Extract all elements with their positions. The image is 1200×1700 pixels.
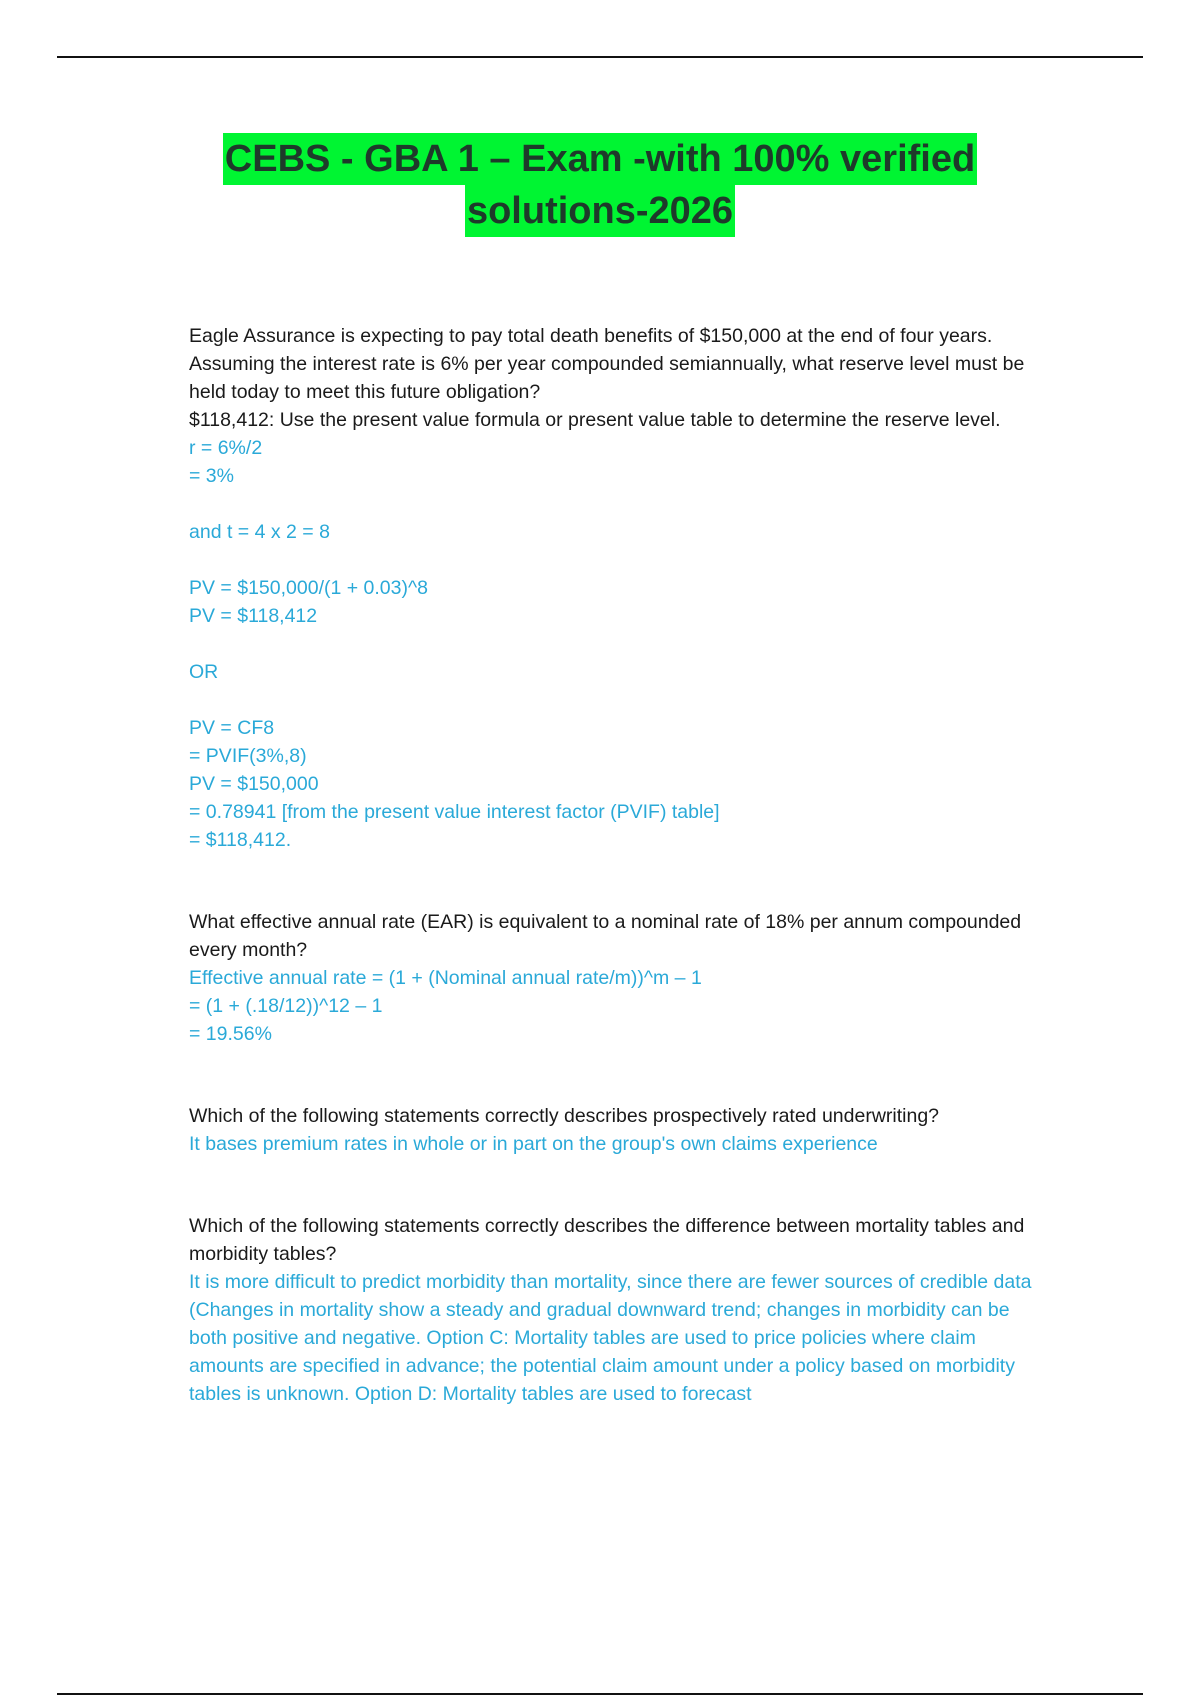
work-line: = 0.78941 [from the present value interest factor (PVIF) table]: [189, 801, 720, 823]
title-line-1: CEBS - GBA 1 – Exam -with 100% verified: [223, 133, 977, 185]
answer-3: It bases premium rates in whole or in part on the group's own claims experience: [189, 1133, 878, 1155]
work-line: = $118,412.: [189, 829, 292, 851]
question-1: Eagle Assurance is expecting to pay total death benefits of $150,000 at the end of four years. Assuming the interest rate is 6% per year compounded semiannually, what reserve level must be held today to meet this future obligation?: [189, 325, 1025, 403]
header-rule: [57, 56, 1143, 58]
title-line-2: solutions-2026: [465, 185, 735, 237]
work-line: = (1 + (.18/12))^12 – 1: [189, 995, 383, 1017]
work-line: r = 6%/2: [189, 437, 263, 459]
question-4: Which of the following statements correctly describes the difference between mortality tables and morbidity tables?: [189, 1215, 1025, 1265]
work-line: PV = CF8: [189, 717, 275, 739]
work-line: and t = 4 x 2 = 8: [189, 521, 330, 543]
page-title: [0, 133, 1200, 237]
question-3: Which of the following statements correctly describes prospectively rated underwriting?: [189, 1105, 940, 1127]
work-line: = PVIF(3%,8): [189, 745, 307, 767]
answer-4: It is more difficult to predict morbidity than mortality, since there are fewer sources of credible data (Changes in mortality show a steady and gradual downward trend; changes in morbidity can be both positive and negative. Option C: Mortality tables are used to price policies where claim amounts are specified in advance; the potential claim amount under a policy based on morbidity tables is unknown. Option D: Mortality tables are used to forecast: [189, 1271, 1032, 1405]
work-line: PV = $150,000: [189, 773, 319, 795]
work-line: PV = $118,412: [189, 605, 318, 627]
work-line: = 19.56%: [189, 1023, 272, 1045]
document-body: [189, 322, 1039, 1408]
footer-rule: [57, 1693, 1143, 1695]
work-line: Effective annual rate = (1 + (Nominal annual rate/m))^m – 1: [189, 967, 702, 989]
answer-1-summary: $118,412: Use the present value formula or present value table to determine the reserve level.: [189, 409, 1001, 431]
work-line: PV = $150,000/(1 + 0.03)^8: [189, 577, 428, 599]
work-line: = 3%: [189, 465, 234, 487]
work-line: OR: [189, 661, 219, 683]
question-2: What effective annual rate (EAR) is equivalent to a nominal rate of 18% per annum compounded every month?: [189, 911, 1022, 961]
